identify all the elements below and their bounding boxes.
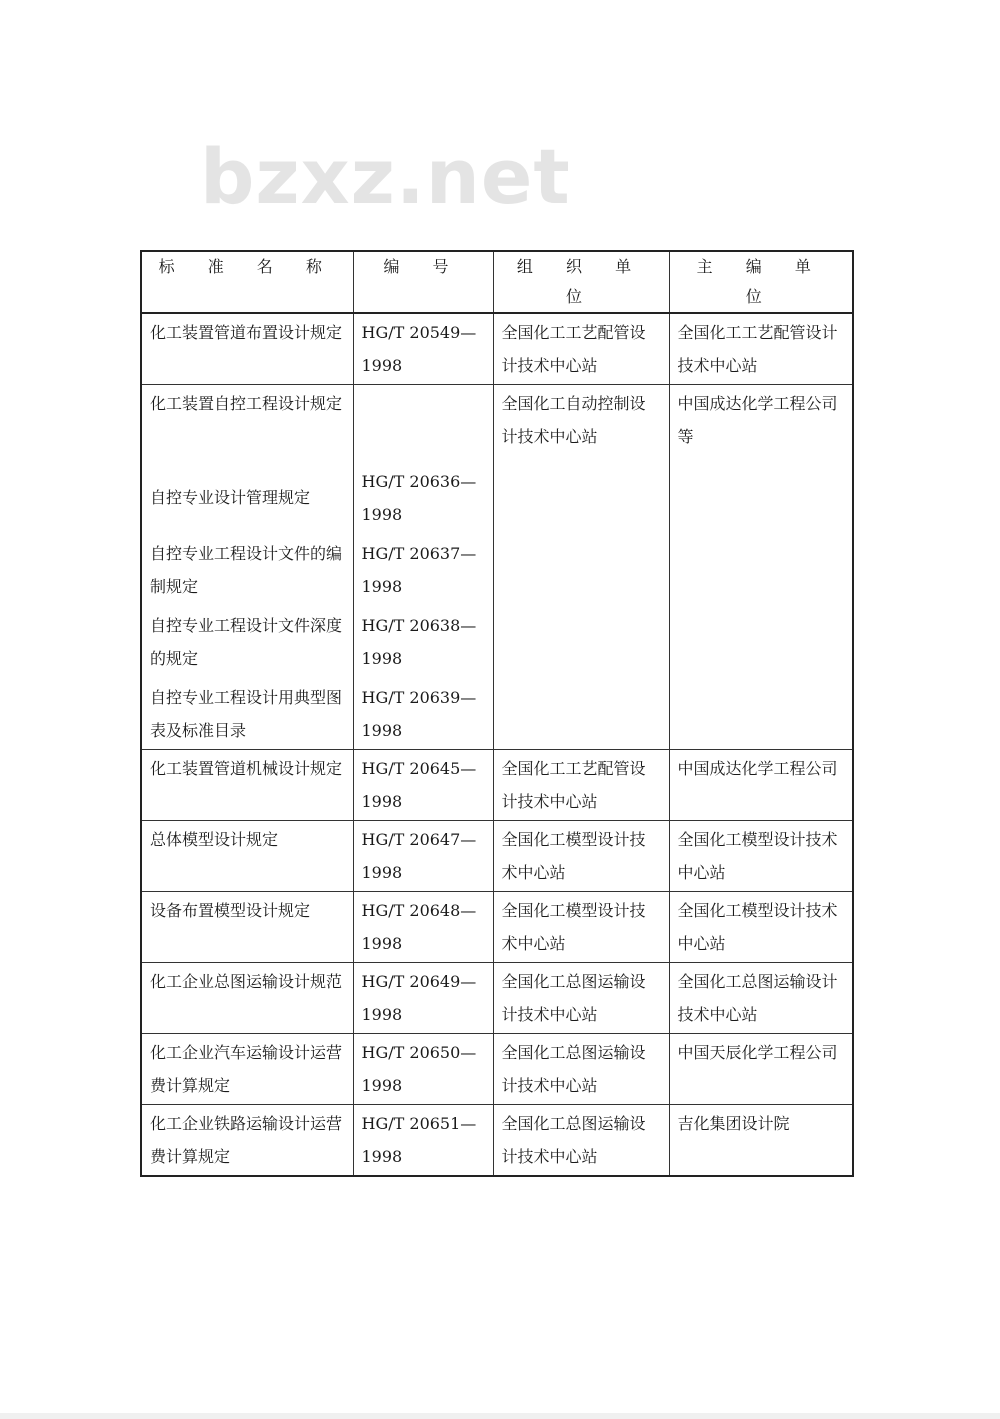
cell-editor: 中国天辰化学工程公司 bbox=[669, 1034, 853, 1105]
cell-org: 全国化工模型设计技术中心站 bbox=[493, 892, 669, 963]
cell-code: HG/T 20647—1998 bbox=[353, 821, 493, 892]
cell-code: HG/T 20648—1998 bbox=[353, 892, 493, 963]
cell-editor: 全国化工工艺配管设计技术中心站 bbox=[669, 313, 853, 385]
table-row-group bbox=[141, 385, 853, 750]
cell-name: 化工企业汽车运输设计运营费计算规定 bbox=[141, 1034, 353, 1105]
group-code-blank bbox=[362, 387, 485, 459]
table-row bbox=[141, 750, 853, 821]
sub-name: 自控专业工程设计文件深度的规定 bbox=[150, 616, 343, 668]
cell-org: 全国化工模型设计技术中心站 bbox=[493, 821, 669, 892]
cell-code: HG/T 20650—1998 bbox=[353, 1034, 493, 1105]
table-row bbox=[141, 892, 853, 963]
sub-code: HG/T 20639—1998 bbox=[361, 688, 477, 740]
page-bottom-edge bbox=[0, 1413, 1000, 1419]
cell-code: HG/T 20549—1998 bbox=[353, 313, 493, 385]
header-name: 标 准 名 称 bbox=[141, 251, 353, 313]
cell-name: 化工装置管道机械设计规定 bbox=[141, 750, 353, 821]
table-row bbox=[141, 313, 853, 385]
cell-editor: 吉化集团设计院 bbox=[669, 1105, 853, 1177]
sub-name: 自控专业工程设计文件的编制规定 bbox=[150, 544, 343, 596]
cell-org: 全国化工总图运输设计技术中心站 bbox=[493, 963, 669, 1034]
cell-editor: 中国成达化学工程公司等 bbox=[669, 385, 853, 750]
cell-name: 化工企业总图运输设计规范 bbox=[141, 963, 353, 1034]
table-row bbox=[141, 963, 853, 1034]
table-header-row bbox=[141, 251, 853, 313]
header-code: 编 号 bbox=[353, 251, 493, 313]
cell-editor: 全国化工总图运输设计技术中心站 bbox=[669, 963, 853, 1034]
header-org: 组 织 单 位 bbox=[493, 251, 669, 313]
sub-code: HG/T 20637—1998 bbox=[361, 544, 477, 596]
sub-name: 自控专业工程设计用典型图表及标准目录 bbox=[150, 688, 343, 740]
watermark: bzxz.net bbox=[200, 132, 571, 221]
sub-code: HG/T 20636—1998 bbox=[361, 472, 477, 524]
cell-name: 总体模型设计规定 bbox=[141, 821, 353, 892]
standards-table bbox=[140, 250, 854, 1177]
cell-org: 全国化工总图运输设计技术中心站 bbox=[493, 1105, 669, 1177]
cell-code: HG/T 20649—1998 bbox=[353, 963, 493, 1034]
cell-code: HG/T 20651—1998 bbox=[353, 1105, 493, 1177]
cell-name: 设备布置模型设计规定 bbox=[141, 892, 353, 963]
cell-editor: 全国化工模型设计技术中心站 bbox=[669, 892, 853, 963]
header-editor: 主 编 单 位 bbox=[669, 251, 853, 313]
cell-code-group bbox=[353, 385, 493, 750]
cell-org: 全国化工自动控制设计技术中心站 bbox=[493, 385, 669, 750]
cell-org: 全国化工工艺配管设计技术中心站 bbox=[493, 313, 669, 385]
cell-name-group bbox=[141, 385, 353, 750]
table-row bbox=[141, 1034, 853, 1105]
sub-code: HG/T 20638—1998 bbox=[361, 616, 477, 668]
cell-org: 全国化工总图运输设计技术中心站 bbox=[493, 1034, 669, 1105]
cell-editor: 全国化工模型设计技术中心站 bbox=[669, 821, 853, 892]
cell-code: HG/T 20645—1998 bbox=[353, 750, 493, 821]
cell-org: 全国化工工艺配管设计技术中心站 bbox=[493, 750, 669, 821]
table-row bbox=[141, 1105, 853, 1177]
sub-name: 自控专业设计管理规定 bbox=[150, 488, 311, 507]
cell-editor: 中国成达化学工程公司 bbox=[669, 750, 853, 821]
cell-name: 化工装置管道布置设计规定 bbox=[141, 313, 353, 385]
cell-name: 化工企业铁路运输设计运营费计算规定 bbox=[141, 1105, 353, 1177]
group-title: 化工装置自控工程设计规定 bbox=[150, 394, 343, 413]
table-row bbox=[141, 821, 853, 892]
